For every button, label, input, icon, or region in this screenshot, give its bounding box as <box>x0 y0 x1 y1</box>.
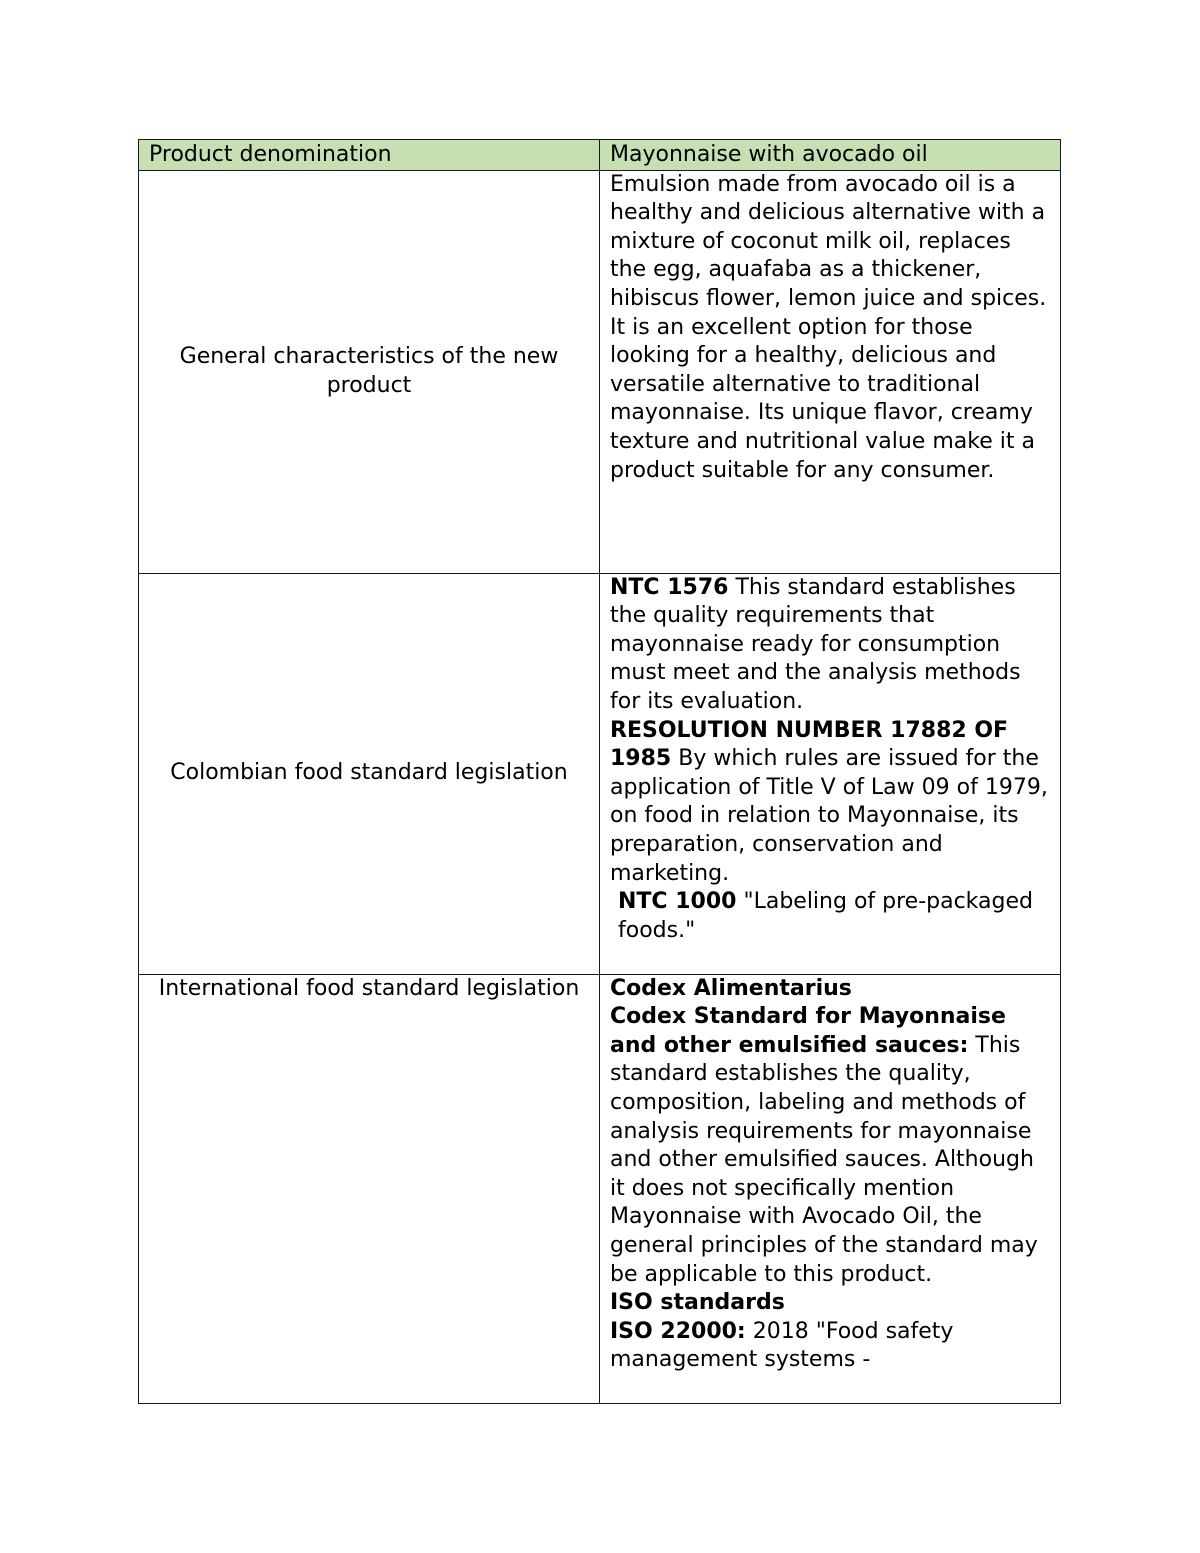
standard-code: RESOLUTION NUMBER 17882 OF 1985 <box>610 717 1009 772</box>
product-description: Emulsion made from avocado oil is a healthy and delicious alternative with a mixture of coconut milk oil, replaces the egg, aquafaba as a thickener, hibiscus flower, lemon juice and spices. It is an excellent option for those looking for a healthy, delicious and versatile alternative to traditional mayonnaise. Its unique flavor, creamy texture and nutritional value make it a product suitable for any consumer. <box>610 171 1047 483</box>
table-row-colombian <box>139 573 1061 974</box>
row-label-cell <box>139 573 600 974</box>
standard-text: By which rules are issued for the application of Title V of Law 09 of 1979, on food in relation to Mayonnaise, its preparation, conservation and marketing. <box>610 746 1048 886</box>
standard-text: "Labeling of pre-packaged foods." <box>618 889 1033 943</box>
standard-code: NTC 1576 <box>610 574 729 600</box>
iso-text: 2018 "Food safety management systems - <box>610 1318 954 1373</box>
table-row-general <box>139 170 1061 573</box>
standard-code: NTC 1000 <box>618 889 737 915</box>
codex-heading: Codex Alimentarius <box>610 975 852 1001</box>
row-label-cell <box>139 974 600 1403</box>
header-label-cell <box>139 140 600 171</box>
product-name: Mayonnaise with avocado oil <box>610 142 928 167</box>
iso-code: ISO 22000: <box>610 1318 746 1344</box>
table-row-international <box>139 974 1061 1403</box>
row-value-cell <box>600 573 1061 974</box>
codex-standard-text: This standard establishes the quality, composition, labeling and methods of analysis requirements for mayonnaise and other emulsified sauces. Although it does not specifically mention Mayonnaise with Avocado Oil, the general principles of the standard may be applicable to this product. <box>610 1032 1038 1287</box>
row-label-cell <box>139 170 600 573</box>
iso-heading: ISO standards <box>610 1290 785 1316</box>
product-spec-table <box>138 139 1061 1404</box>
codex-standard-entry <box>610 1003 1050 1289</box>
row-label-colombian: Colombian food standard legislation <box>170 760 568 786</box>
row-value-cell <box>600 974 1061 1403</box>
row-value-cell <box>600 170 1061 573</box>
standard-entry-resolution-17882 <box>610 717 1050 889</box>
iso-22000-entry <box>610 1318 1050 1375</box>
row-label-general: General characteristics of the new product <box>179 344 559 398</box>
codex-standard-title: Codex Standard for Mayonnaise and other emulsified sauces: <box>610 1004 1006 1058</box>
standard-text: This standard establishes the quality requirements that mayonnaise ready for consumption must meet and the analysis methods for its evaluation. <box>610 574 1021 714</box>
product-denomination-label: Product denomination <box>149 142 392 167</box>
header-value-cell <box>600 140 1061 171</box>
standard-entry-ntc-1576 <box>610 574 1050 717</box>
standard-entry-ntc-1000 <box>610 888 1050 945</box>
row-label-international: International food standard legislation <box>158 975 580 1001</box>
header-row <box>139 140 1061 171</box>
